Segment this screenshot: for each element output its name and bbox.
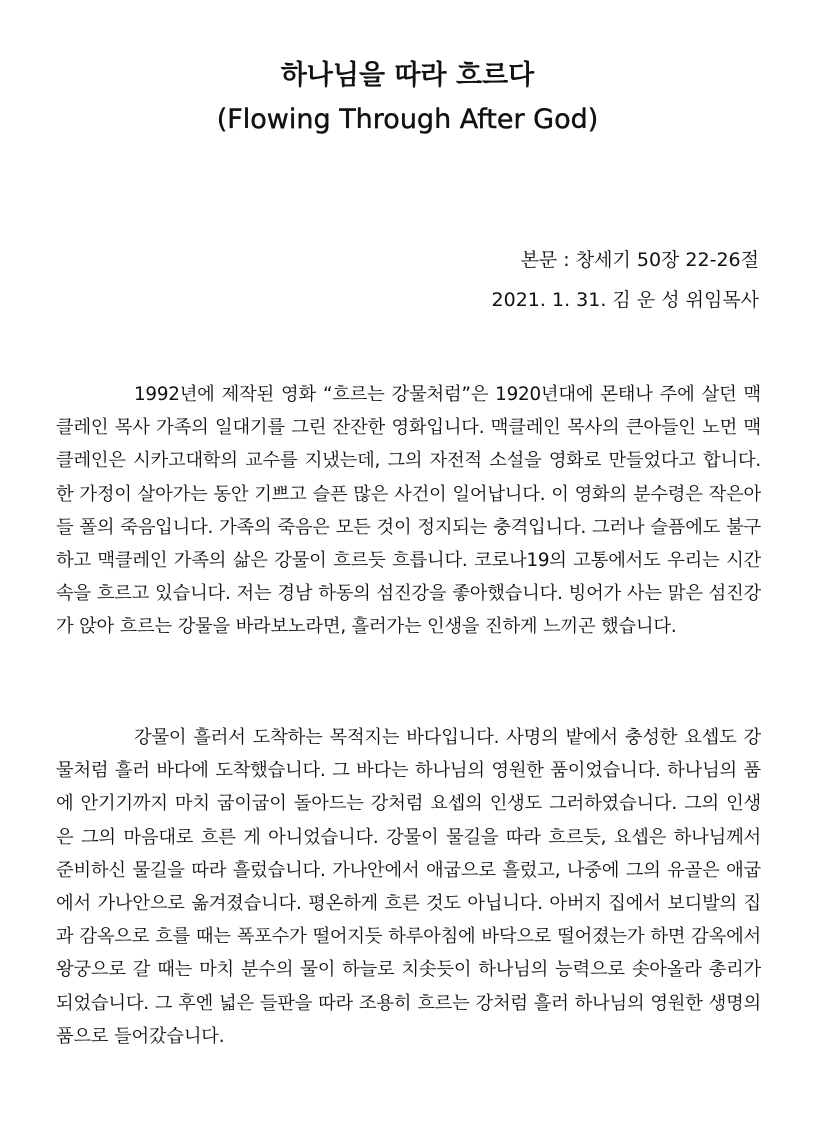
sermon-meta xyxy=(492,240,759,320)
scripture-reference: 본문 : 창세기 50장 22-26절 xyxy=(520,249,759,271)
title-english: (Flowing Through After God) xyxy=(216,104,599,135)
body-paragraph-1: 1992년에 제작된 영화 “흐르는 강물처럼”은 1920년대에 몬태나 주에 살던 맥클레인 목사 가족의 일대기를 그린 잔잔한 영화입니다. 맥클레인 목사의 큰아들인 노먼 맥클레인은 시카고대학의 교수를 지냈는데, 그의 자전적 소설을 영화로 만들었다고 합니다. 한 가정이 살아가는 동안 기쁘고 슬픈 많은 사건이 일어납니다. 이 영화의 분수령은 작은아들 폴의 죽음입니다. 가족의 죽음은 모든 것이 정지되는 충격입니다. 그러나 슬픔에도 불구하고 맥클레인 가족의 삶은 강물이 흐르듯 흐릅니다. 코로나19의 고통에서도 우리는 시간 속을 흐르고 있습니다. 저는 경남 하동의 섬진강을 좋아했습니다. 빙어가 사는 맑은 섬진강가 앉아 흐르는 강물을 바라보노라면, 흘러가는 인생을 진하게 느끼곤 했습니다. xyxy=(56,384,761,638)
date-author: 2021. 1. 31. 김 운 성 위임목사 xyxy=(491,289,759,311)
sermon-title xyxy=(0,54,815,142)
body-paragraph-2: 강물이 흘러서 도착하는 목적지는 바다입니다. 사명의 밭에서 충성한 요셉도 강물처럼 흘러 바다에 도착했습니다. 그 바다는 하나님의 영원한 품이었습니다. 하나님의 품에 안기기까지 마치 굽이굽이 돌아드는 강처럼 요셉의 인생도 그러하였습니다. 그의 인생은 그의 마음대로 흐른 게 아니었습니다. 강물이 물길을 따라 흐르듯, 요셉은 하나님께서 준비하신 물길을 따라 흘렀습니다. 가나안에서 애굽으로 흘렀고, 나중에 그의 유골은 애굽에서 가나안으로 옮겨졌습니다. 평온하게 흐른 것도 아닙니다. 아버지 집에서 보디발의 집과 감옥으로 흐를 때는 폭포수가 떨어지듯 하루아침에 바닥으로 떨어졌는가 하면 감옥에서 왕궁으로 갈 때는 마치 분수의 물이 하늘로 치솟듯이 하나님의 능력으로 솟아올라 총리가 되었습니다. 그 후엔 넓은 들판을 따라 조용히 흐르는 강처럼 흘러 하나님의 영원한 생명의 품으로 들어갔습니다. xyxy=(56,727,761,1047)
title-korean: 하나님을 따라 흐르다 xyxy=(280,60,535,91)
